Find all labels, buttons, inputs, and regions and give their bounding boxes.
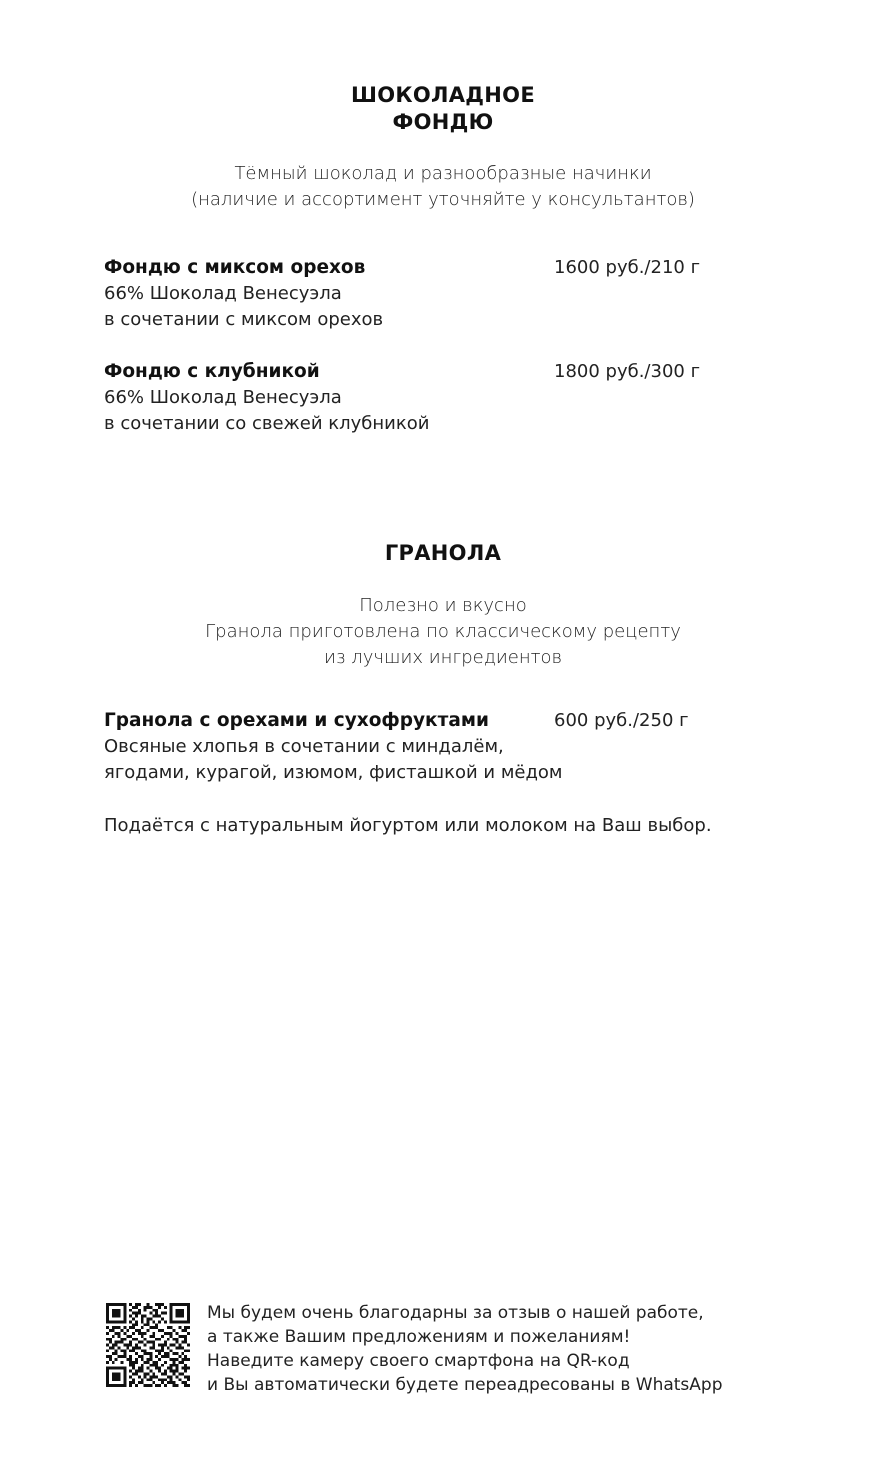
granola-serving-note: Подаётся с натуральным йогуртом или молоком на Ваш выбор. (104, 815, 712, 836)
menu-item-fondue-strawberry (104, 359, 744, 437)
menu-item-desc-line: в сочетании с миксом орехов (104, 309, 384, 330)
menu-item-desc-line: ягодами, курагой, изюмом, фисташкой и мёдом (104, 762, 563, 783)
menu-item-name: Фондю с клубникой (104, 361, 320, 382)
granola-desc-line: Гранола приготовлена по классическому рецепту (205, 621, 681, 642)
granola-section-title: ГРАНОЛА (384, 541, 502, 565)
menu-item-desc-line: в сочетании со свежей клубникой (104, 413, 430, 434)
menu-item-price: 1800 руб./300 г (554, 361, 701, 382)
menu-item-price: 1600 руб./210 г (554, 257, 701, 278)
menu-item-desc-line: 66% Шоколад Венесуэла (104, 387, 342, 408)
fondue-desc-line: Тёмный шоколад и разнообразные начинки (234, 163, 652, 184)
menu-item-description (104, 734, 744, 786)
granola-desc-line: Полезно и вкусно (359, 595, 527, 616)
menu-item-desc-line: Овсяные хлопья в сочетании с миндалём, (104, 736, 504, 757)
fondue-desc-line: (наличие и ассортимент уточняйте у консультантов) (191, 189, 695, 210)
menu-item-description (104, 385, 744, 437)
fondue-section-description (0, 161, 886, 213)
granola-section-description (0, 593, 886, 671)
fondue-title-line: ФОНДЮ (392, 110, 494, 134)
menu-item-name: Гранола с орехами и сухофруктами (104, 710, 489, 731)
feedback-line: и Вы автоматически будете переадресованы в WhatsApp (207, 1375, 723, 1395)
menu-item-price: 600 руб./250 г (554, 710, 689, 731)
menu-item-name: Фондю с миксом орехов (104, 257, 366, 278)
menu-item-granola (104, 708, 744, 786)
fondue-section-title (0, 82, 886, 136)
feedback-line: Мы будем очень благодарны за отзыв о нашей работе, (207, 1303, 704, 1323)
feedback-line: а также Вашим предложениям и пожеланиям! (207, 1327, 631, 1347)
menu-item-desc-line: 66% Шоколад Венесуэла (104, 283, 342, 304)
qr-code-icon[interactable] (106, 1303, 190, 1387)
feedback-line: Наведите камеру своего смартфона на QR-код (207, 1351, 630, 1371)
feedback-message (207, 1301, 723, 1397)
granola-desc-line: из лучших ингредиентов (323, 647, 563, 668)
fondue-title-line: ШОКОЛАДНОЕ (351, 83, 535, 107)
menu-item-description (104, 281, 744, 333)
menu-item-fondue-nuts (104, 255, 744, 333)
